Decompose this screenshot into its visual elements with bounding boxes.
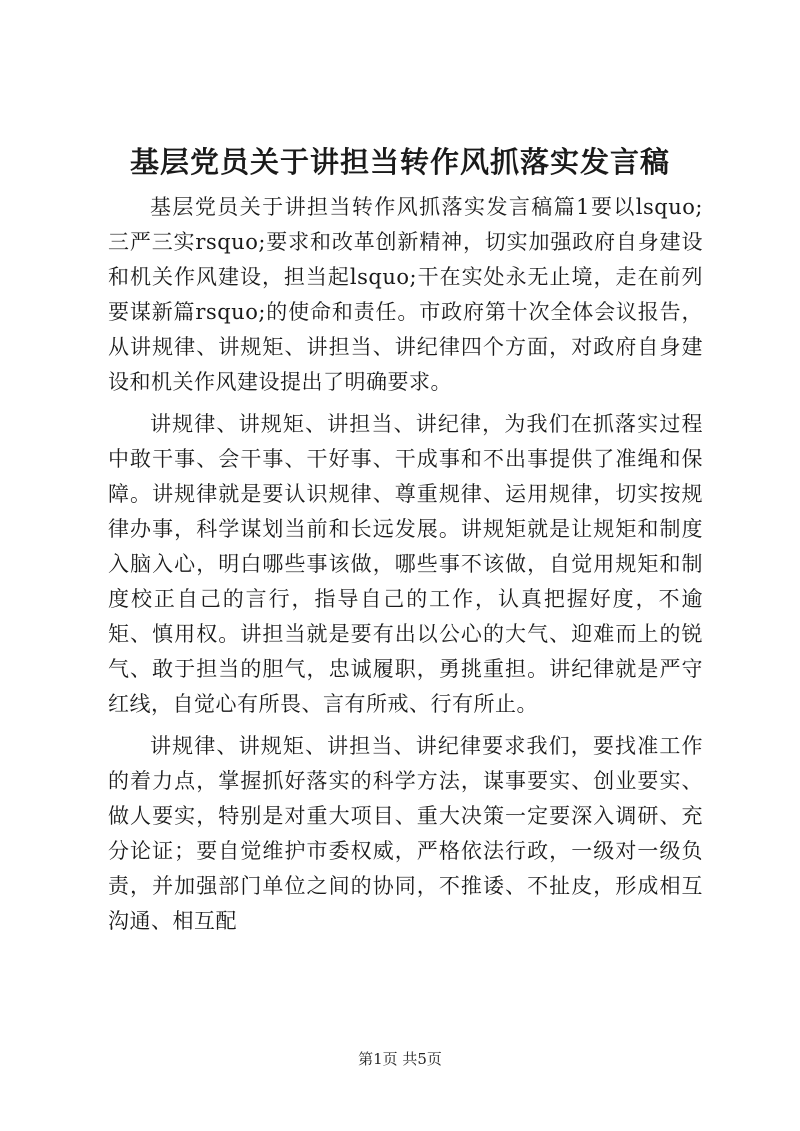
paragraph-1: 基层党员关于讲担当转作风抓落实发言稿篇1要以lsquo;三严三实rsquo;要求和改革创新精神，切实加强政府自身建设和机关作风建设，担当起lsquo;干在实处永无止境，走在前列要谋新篇rsquo;的使命和责任。市政府第十次全体会议报告，从讲规律、讲规矩、讲担当、讲纪律四个方面，对政府自身建设和机关作风建设提出了明确要求。 [108,195,703,394]
paragraph-2: 讲规律、讲规矩、讲担当、讲纪律，为我们在抓落实过程中敢干事、会干事、干好事、干成事和不出事提供了准绳和保障。讲规律就是要认识规律、尊重规律、运用规律，切实按规律办事，科学谋划当前和长远发展。讲规矩就是让规矩和制度入脑入心，明白哪些事该做，哪些事不该做，自觉用规矩和制度校正自己的言行，指导自己的工作，认真把握好度，不逾矩、慎用权。讲担当就是要有出以公心的大气、迎难而上的锐气、敢于担当的胆气，忠诚履职，勇挑重担。讲纪律就是严守红线，自觉心有所畏、言有所戒、行有所止。 [108,412,703,716]
document-title: 基层党员关于讲担当转作风抓落实发言稿 [129,145,670,179]
paragraph-3: 讲规律、讲规矩、讲担当、讲纪律要求我们，要找准工作的着力点，掌握抓好落实的科学方法，谋事要实、创业要实、做人要实，特别是对重大项目、重大决策一定要深入调研、充分论证；要自觉维护市委权威，严格依法行政，一级对一级负责，并加强部门单位之间的协同，不推诿、不扯皮，形成相互沟通、相互配 [108,734,703,933]
page-number-footer: 第1页 共5页 [358,1050,442,1068]
document-body [108,190,703,939]
